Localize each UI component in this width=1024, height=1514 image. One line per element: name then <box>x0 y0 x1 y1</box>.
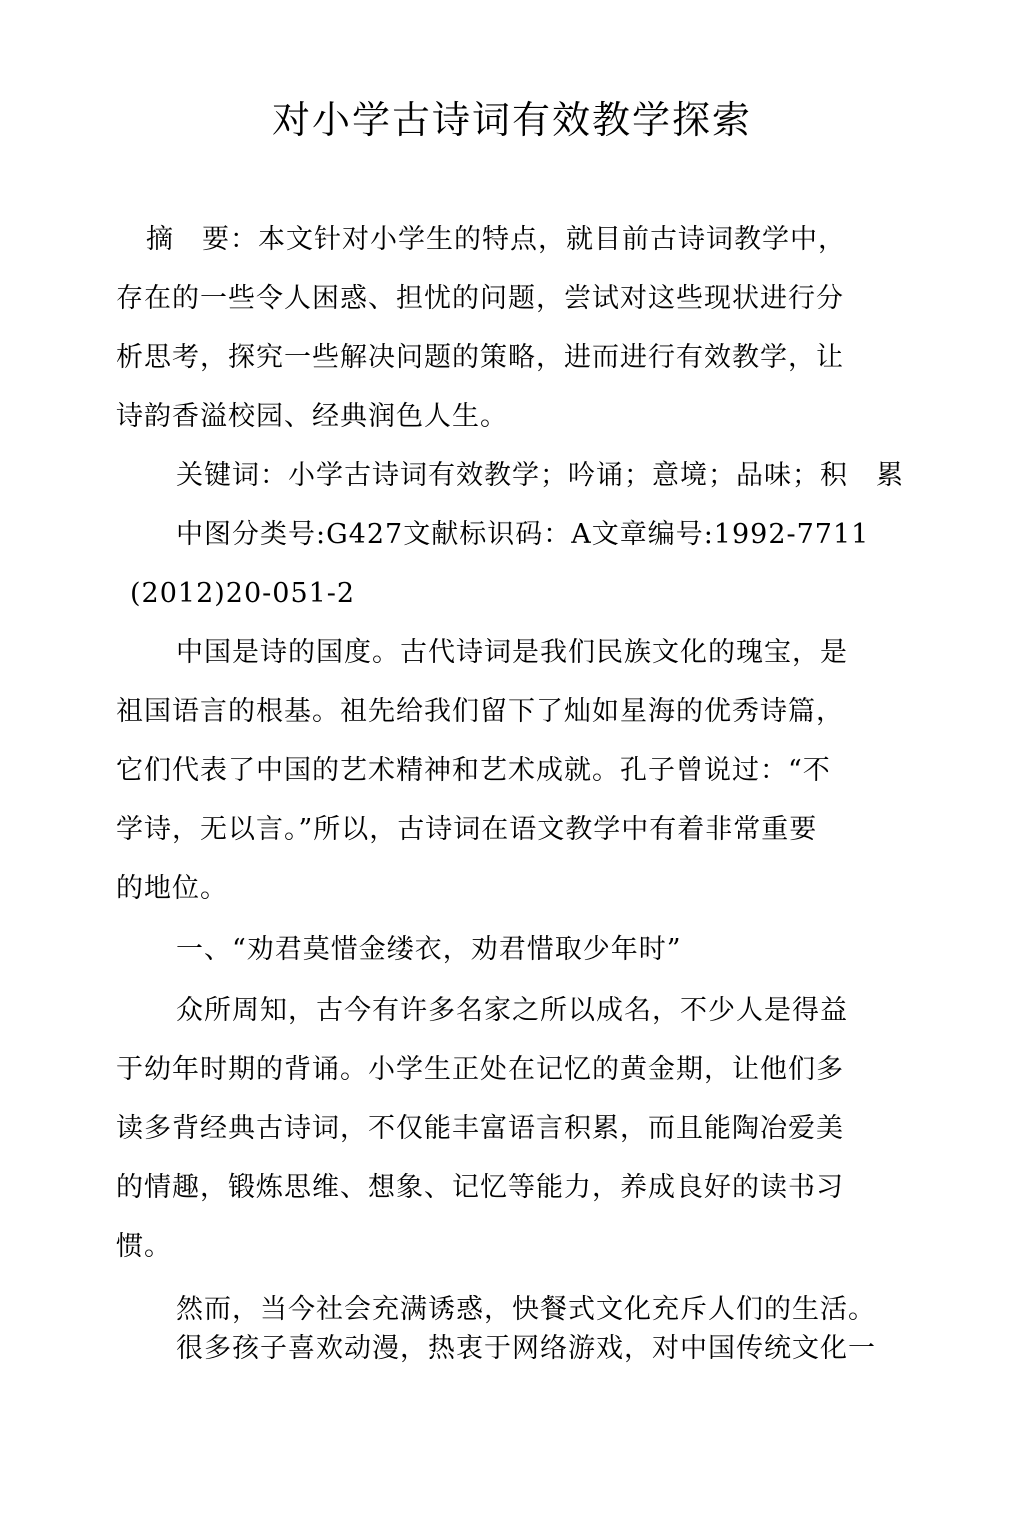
paragraph-line: 众所周知，古今有许多名家之所以成名，不少人是得益 <box>176 995 848 1026</box>
abstract-line: 存在的一些令人困惑、担忧的问题，尝试对这些现状进行分 <box>116 283 844 314</box>
paragraph-line: 的情趣，锻炼思维、想象、记忆等能力，养成良好的读书习 <box>116 1172 844 1203</box>
document-title: 对小学古诗词有效教学探索 <box>271 98 752 142</box>
intro-line: 学诗，无以言。”所以，古诗词在语文教学中有着非常重要 <box>116 814 818 845</box>
intro-line: 的地位。 <box>116 873 228 904</box>
keywords: 关键词：小学古诗词有效教学；吟诵；意境；品味；积 累 <box>176 460 904 491</box>
paragraph-line: 读多背经典古诗词，不仅能丰富语言积累，而且能陶冶爱美 <box>116 1113 844 1144</box>
paragraph-line: 惯。 <box>116 1231 172 1262</box>
section-heading: 一、“劝君莫惜金缕衣，劝君惜取少年时” <box>176 934 682 965</box>
classification-line: (2012)20-051-2 <box>130 578 356 609</box>
intro-line: 它们代表了中国的艺术精神和艺术成就。孔子曾说过：“不 <box>116 755 831 786</box>
abstract-line: 摘 要：本文针对小学生的特点，就目前古诗词教学中， <box>146 224 846 255</box>
intro-line: 祖国语言的根基。祖先给我们留下了灿如星海的优秀诗篇， <box>116 696 844 727</box>
intro-line: 中国是诗的国度。古代诗词是我们民族文化的瑰宝，是 <box>176 637 848 668</box>
abstract-line: 诗韵香溢校园、经典润色人生。 <box>116 401 508 432</box>
classification-line: 中图分类号:G427文献标识码：A文章编号:1992-7711 <box>176 519 870 550</box>
paragraph-line: 然而，当今社会充满诱惑，快餐式文化充斥人们的生活。 <box>176 1294 876 1325</box>
paragraph-line: 很多孩子喜欢动漫，热衷于网络游戏，对中国传统文化一 <box>176 1333 876 1364</box>
abstract-line: 析思考，探究一些解决问题的策略，进而进行有效教学，让 <box>116 342 844 373</box>
paragraph-line: 于幼年时期的背诵。小学生正处在记忆的黄金期，让他们多 <box>116 1054 844 1085</box>
